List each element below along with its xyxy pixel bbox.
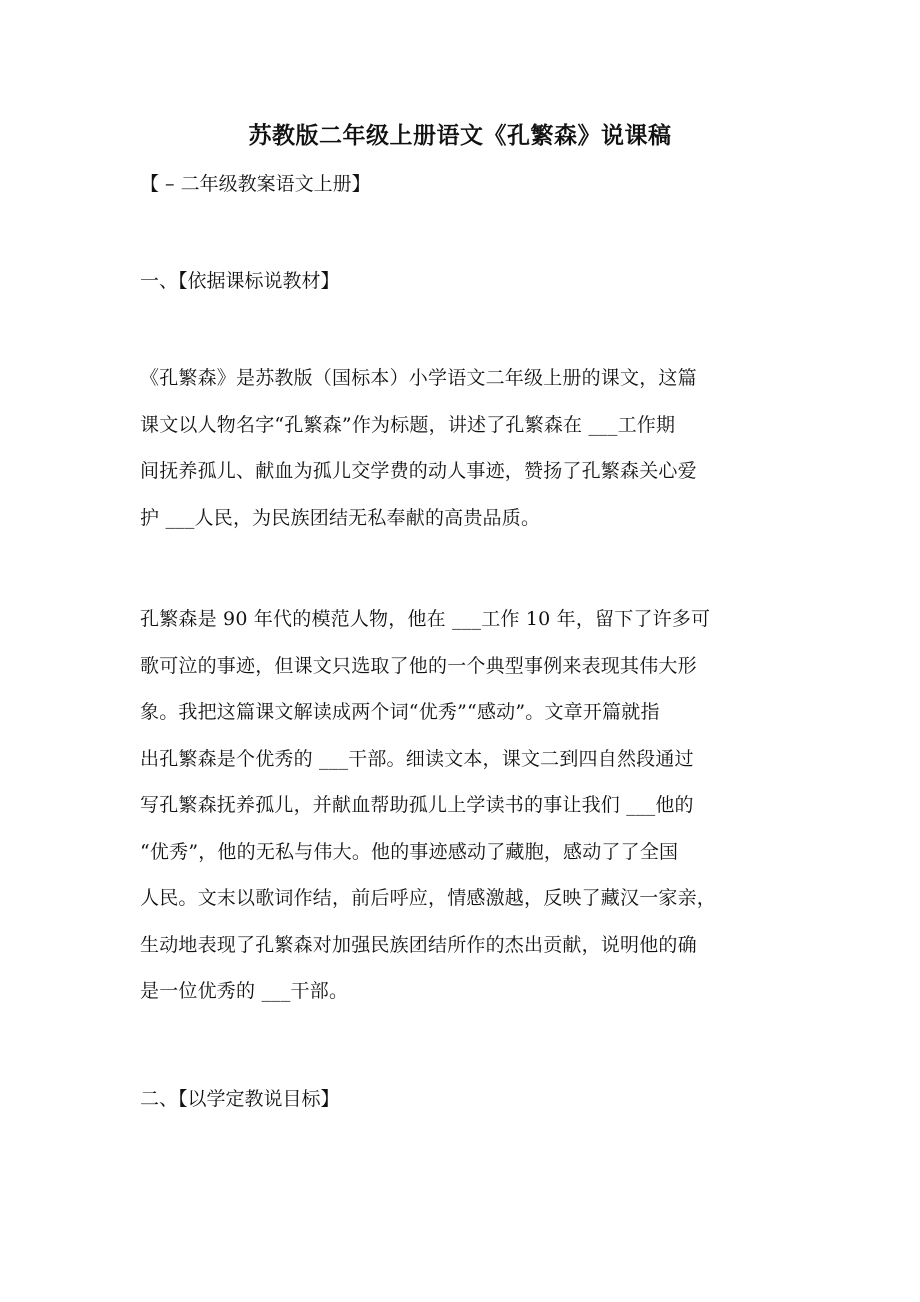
paragraph-line: “优秀”，他的无私与伟大。他的事迹感动了藏胞，感动了了全国 xyxy=(140,840,679,863)
document-title: 苏教版二年级上册语文《孔繁森》说课稿 xyxy=(248,122,672,149)
paragraph-line: 写孔繁森抚养孤儿，并献血帮助孤儿上学读书的事让我们 ___他的 xyxy=(140,794,694,816)
section-2-heading: 二、【以学定教说目标】 xyxy=(140,1088,340,1110)
paragraph-line: 《孔繁森》是苏教版（国标本）小学语文二年级上册的课文，这篇 xyxy=(140,367,697,389)
paragraph-line: 孔繁森是 90 年代的模范人物，他在 ___工作 10 年，留下了许多可 xyxy=(140,608,711,630)
section-1-heading: 一、【依据课标说教材】 xyxy=(140,270,340,292)
paragraph-line: 是一位优秀的 ___干部。 xyxy=(140,980,349,1002)
document-subtitle: 【 – 二年级教案语文上册】 xyxy=(140,173,371,195)
section-1-paragraph-1 xyxy=(140,355,780,541)
paragraph-line: 歌可泣的事迹，但课文只选取了他的一个典型事例来表现其伟大形 xyxy=(140,654,697,677)
paragraph-line: 生动地表现了孔繁森对加强民族团结所作的杰出贡献，说明他的确 xyxy=(140,933,697,956)
paragraph-line: 间抚养孤儿、献血为孤儿交学费的动人事迹，赞扬了孔繁森关心爱 xyxy=(140,460,697,482)
paragraph-line: 象。我把这篇课文解读成两个词“优秀”“感动”。文章开篇就指 xyxy=(140,701,660,723)
section-1-paragraph-2 xyxy=(140,596,780,1015)
paragraph-line: 人民。文末以歌词作结，前后呼应，情感激越，反映了藏汉一家亲， xyxy=(140,887,717,909)
paragraph-line: 课文以人物名字“孔繁森”作为标题，讲述了孔繁森在 ___工作期 xyxy=(140,413,676,436)
paragraph-line: 出孔繁森是个优秀的 ___干部。细读文本，课文二到四自然段通过 xyxy=(140,747,694,770)
paragraph-line: 护 ___人民，为民族团结无私奉献的高贵品质。 xyxy=(140,506,541,529)
